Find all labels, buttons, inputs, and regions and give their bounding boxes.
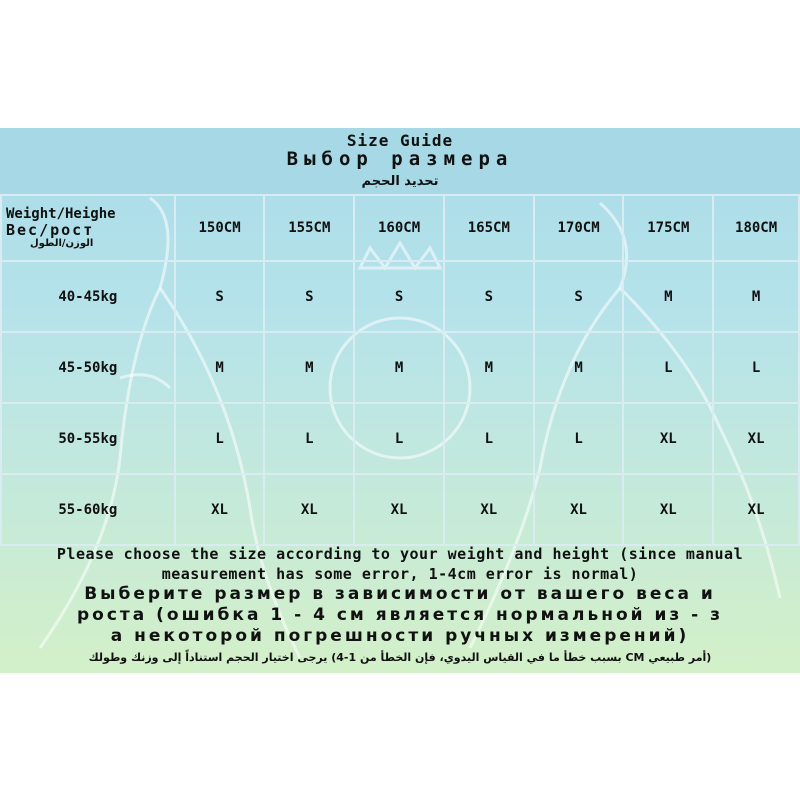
weight-cell: 40-45kg	[1, 261, 175, 332]
note-russian-line2: роста (ошибка 1 - 4 см является нормальной из - з	[76, 605, 724, 625]
size-cell: M	[354, 332, 444, 403]
size-cell: S	[354, 261, 444, 332]
size-cell: M	[713, 261, 799, 332]
title-english: Size Guide	[346, 131, 454, 150]
size-cell: L	[534, 403, 624, 474]
size-cell: L	[713, 332, 799, 403]
size-cell: XL	[713, 403, 799, 474]
size-cell: M	[264, 332, 354, 403]
size-cell: L	[264, 403, 354, 474]
corner-header-cell	[1, 195, 175, 261]
size-cell: M	[534, 332, 624, 403]
size-cell: XL	[623, 474, 713, 545]
size-cell: S	[534, 261, 624, 332]
title-area	[0, 128, 800, 196]
note-english-line1: Please choose the size according to your weight and height (since manual	[56, 545, 744, 563]
corner-russian: Вес/рост	[6, 220, 95, 239]
title-russian: Выбор размера	[286, 148, 514, 170]
weight-cell: 45-50kg	[1, 332, 175, 403]
height-header: 175CM	[623, 195, 713, 261]
table-row	[1, 474, 799, 545]
height-header: 160CM	[354, 195, 444, 261]
note-russian-line1: Выберите размер в зависимости от вашего веса и	[84, 584, 716, 604]
size-cell: XL	[444, 474, 534, 545]
size-cell: XL	[534, 474, 624, 545]
note-english-line2: measurement has some error, 1-4cm error is normal)	[161, 565, 639, 583]
header-row	[1, 195, 799, 261]
table-row	[1, 403, 799, 474]
size-cell: XL	[175, 474, 265, 545]
note-arabic: (أمر طبيعي CM بسبب خطأ ما في القياس اليدوي، فإن الخطأ من 1-4) يرجى اختيار الحجم استناداً إلى وزنك وطولك	[88, 651, 712, 664]
size-cell: L	[623, 332, 713, 403]
size-cell: XL	[713, 474, 799, 545]
height-header: 165CM	[444, 195, 534, 261]
size-guide-panel	[0, 128, 800, 673]
title-arabic: تحديد الحجم	[361, 174, 439, 189]
size-cell: S	[444, 261, 534, 332]
corner-english: Weight/Heighe	[6, 205, 116, 222]
size-cell: XL	[354, 474, 444, 545]
weight-cell: 50-55kg	[1, 403, 175, 474]
size-cell: M	[444, 332, 534, 403]
size-cell: XL	[623, 403, 713, 474]
table-row	[1, 332, 799, 403]
size-cell: S	[175, 261, 265, 332]
size-cell: L	[444, 403, 534, 474]
weight-cell: 55-60kg	[1, 474, 175, 545]
notes-area	[0, 544, 800, 669]
note-russian-line3: а некоторой погрешности ручных измерений)	[110, 626, 690, 646]
size-table	[0, 194, 800, 546]
size-cell: M	[175, 332, 265, 403]
height-header: 180CM	[713, 195, 799, 261]
height-header: 150CM	[175, 195, 265, 261]
size-cell: L	[175, 403, 265, 474]
corner-arabic: الوزن/الطول	[30, 238, 94, 250]
size-cell: M	[623, 261, 713, 332]
size-cell: S	[264, 261, 354, 332]
table-row	[1, 261, 799, 332]
height-header: 155CM	[264, 195, 354, 261]
size-cell: XL	[264, 474, 354, 545]
size-cell: L	[354, 403, 444, 474]
height-header: 170CM	[534, 195, 624, 261]
